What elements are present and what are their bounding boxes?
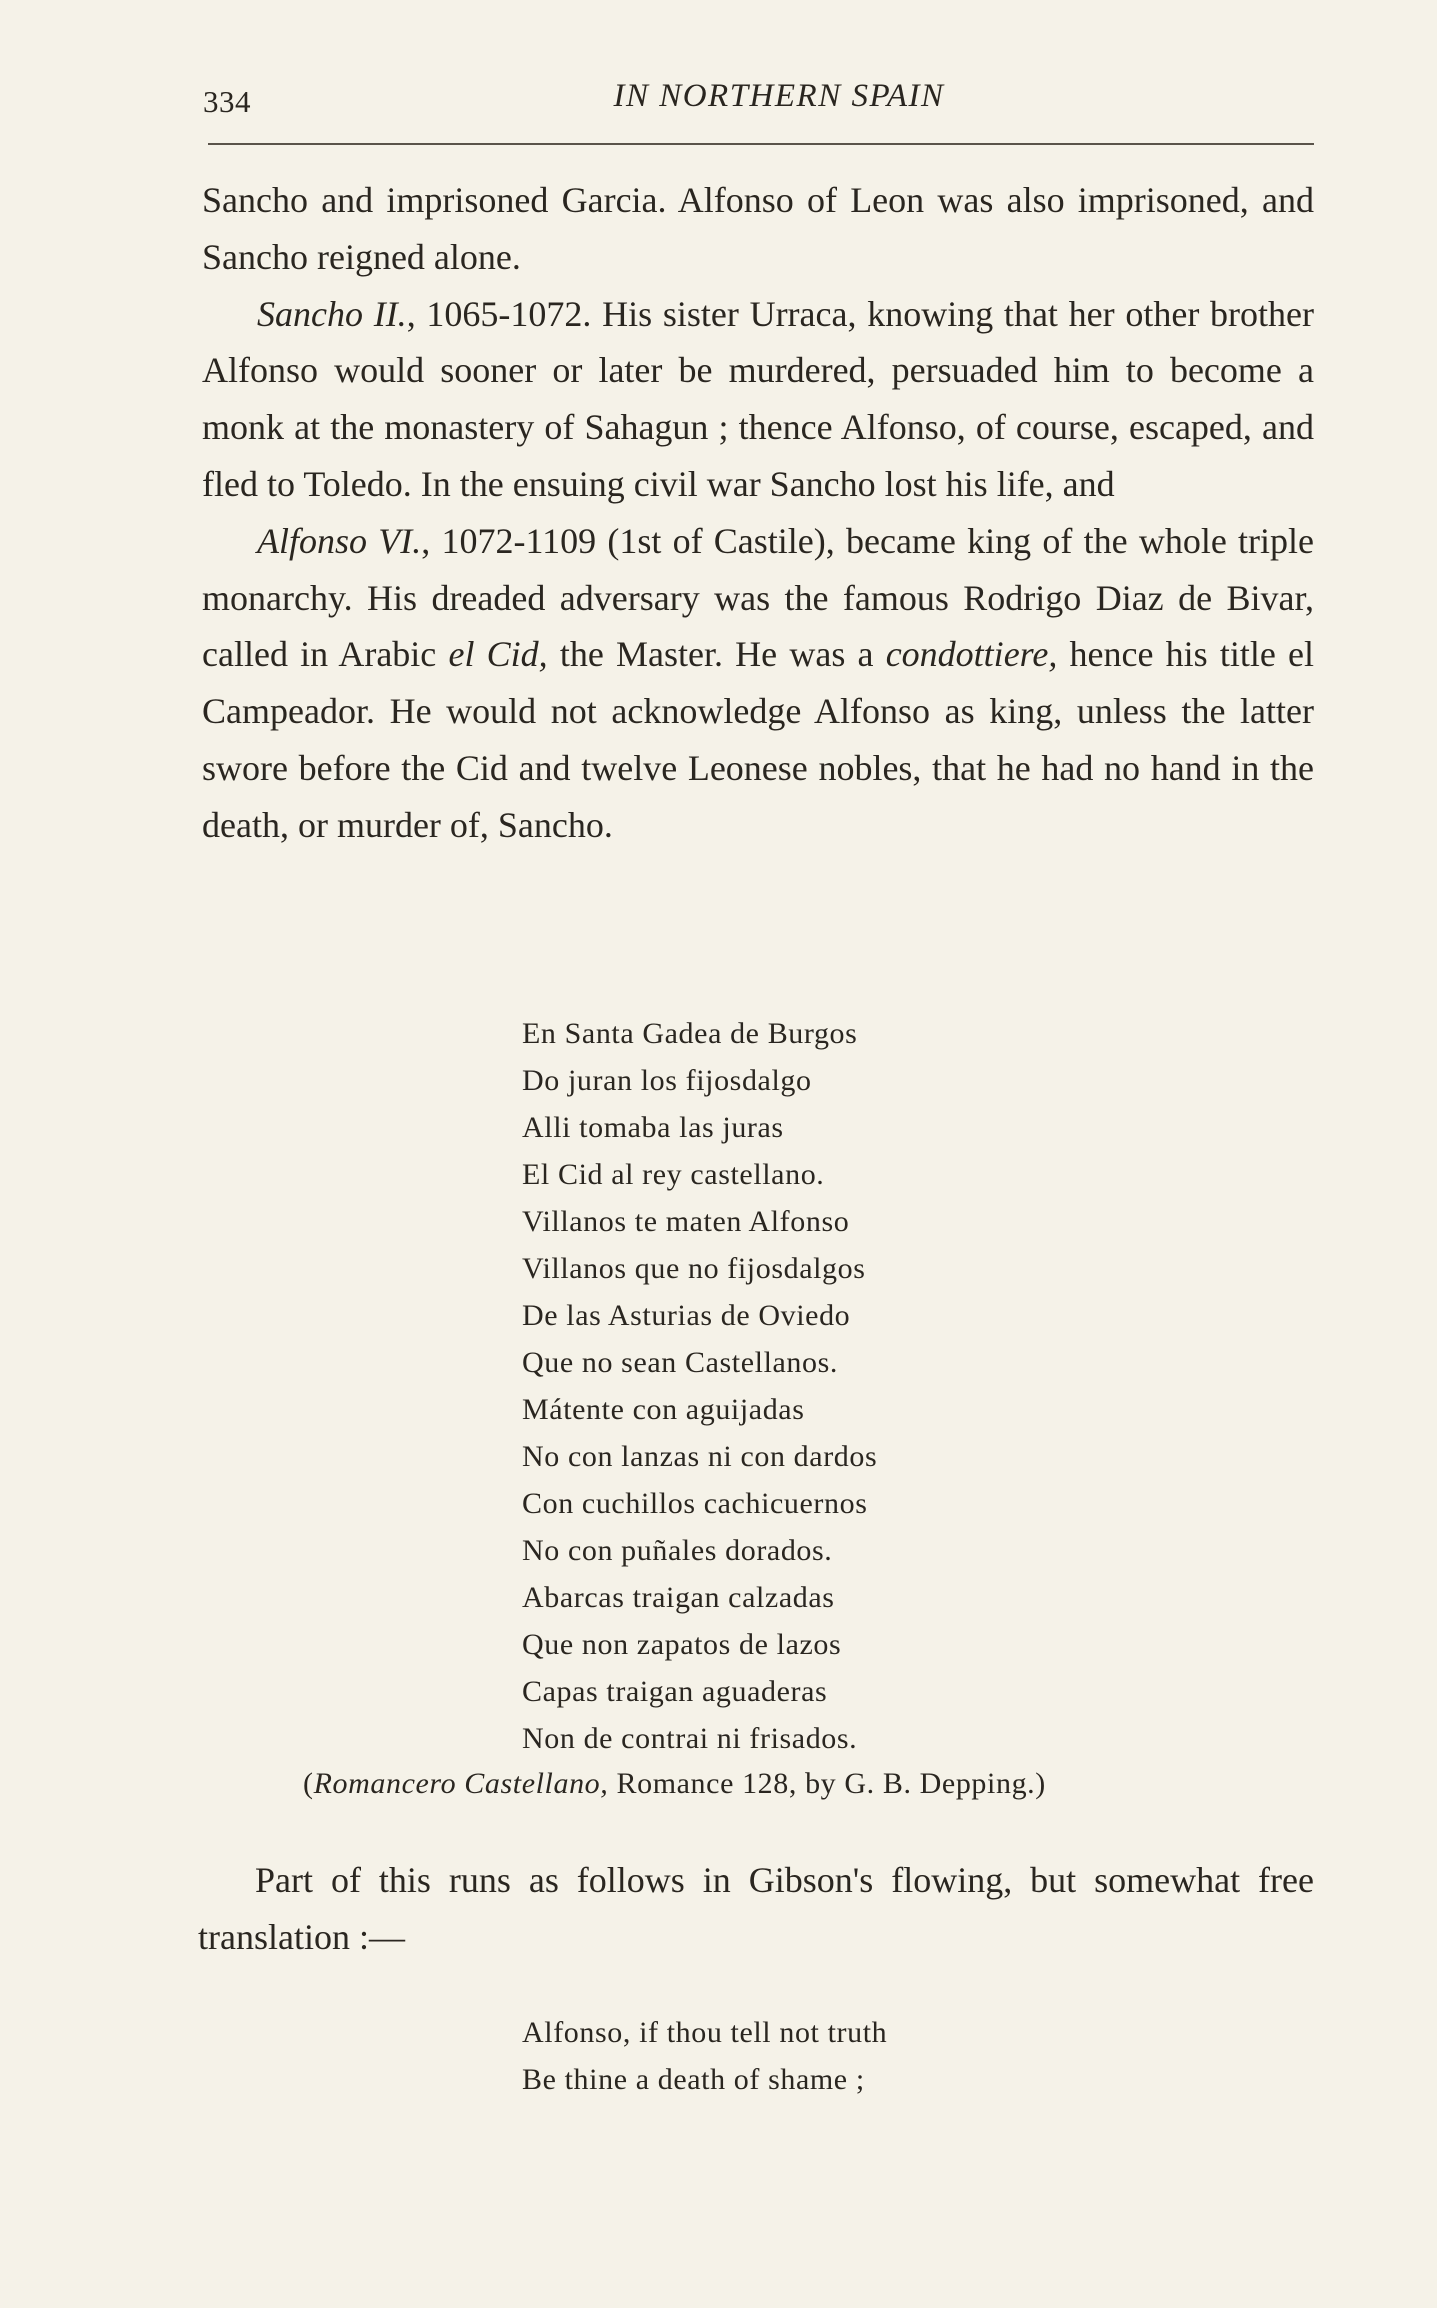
citation-rest: Romance 128, by G. B. Depping.) [608,1767,1046,1800]
paragraph-3-italic-2: el Cid, [448,634,548,675]
poem-line: Non de contrai ni frisados. [522,1722,858,1755]
spanish-poem [522,1010,877,1762]
paragraph-2-italic: Sancho II. [257,293,407,334]
paragraph-3-italic-3: condottiere, [885,634,1058,675]
citation-open: ( [303,1767,314,1800]
poem-line: En Santa Gadea de Burgos [522,1017,858,1050]
poem-line: No con puñales dorados. [522,1534,833,1567]
poem-citation [303,1767,1046,1801]
poem-line: Alfonso, if thou tell not truth [522,2016,888,2049]
poem-line: De las Asturias de Oviedo [522,1299,851,1332]
poem-line: Que no sean Castellanos. [522,1346,838,1379]
poem-line: Mátente con aguijadas [522,1393,805,1426]
poem-line: No con lanzas ni con dardos [522,1440,878,1473]
poem-line: Que non zapatos de lazos [522,1628,842,1661]
paragraph-3-text-3: hence his title el Campeador. He would not acknowledge Alfonso as king, unless the latter swore before the Cid and twelve Leonese nobles, that he had no hand in the death, or murder of, Sancho. [202,634,1314,845]
paragraph-2 [202,286,1314,513]
paragraph-3-italic: Alfonso VI. [257,520,422,561]
paragraph-3 [202,513,1314,854]
poem-line: Villanos te maten Alfonso [522,1205,850,1238]
page-header [203,72,1315,122]
translation-intro [198,1852,1314,1966]
paragraph-1 [202,172,1314,286]
paragraph-2-text: , 1065-1072. His sister Urraca, knowing that her other brother Alfonso would sooner or later be murdered, persuaded him to become a monk at the monastery of Sahagun ; thence Alfonso, of course, escaped, and fled to Toledo. In the ensuing civil war Sancho lost his life, and [202,293,1314,504]
page-number: 334 [203,84,251,119]
poem-line: Alli tomaba las juras [522,1111,784,1144]
english-poem [522,2009,887,2103]
translation-intro-text: Part of this runs as follows in Gibson's flowing, but somewhat free translation :— [198,1860,1314,1957]
paragraph-1-text: Sancho and imprisoned Garcia. Alfonso of Leon was also imprisoned, and Sancho reigned alone. [202,180,1314,277]
poem-line: Villanos que no fijosdalgos [522,1252,866,1285]
poem-line: Be thine a death of shame ; [522,2063,865,2096]
poem-line: Abarcas traigan calzadas [522,1581,835,1614]
citation-italic: Romancero Castellano, [313,1767,609,1800]
paragraph-3-text-2: the Master. He was a [547,634,886,675]
header-rule [208,143,1314,145]
poem-line: Con cuchillos cachicuernos [522,1487,868,1520]
poem-line: Capas traigan aguaderas [522,1675,828,1708]
running-title: IN NORTHERN SPAIN [613,78,945,114]
poem-line: El Cid al rey castellano. [522,1158,825,1191]
paragraph-3-text: , 1072-1109 (1st of Castile), became king of the whole triple monarchy. His dreaded adversary was the famous Rodrigo Diaz de Bivar, called in Arabic [202,520,1314,675]
main-text [202,172,1314,854]
poem-line: Do juran los fijosdalgo [522,1064,812,1097]
